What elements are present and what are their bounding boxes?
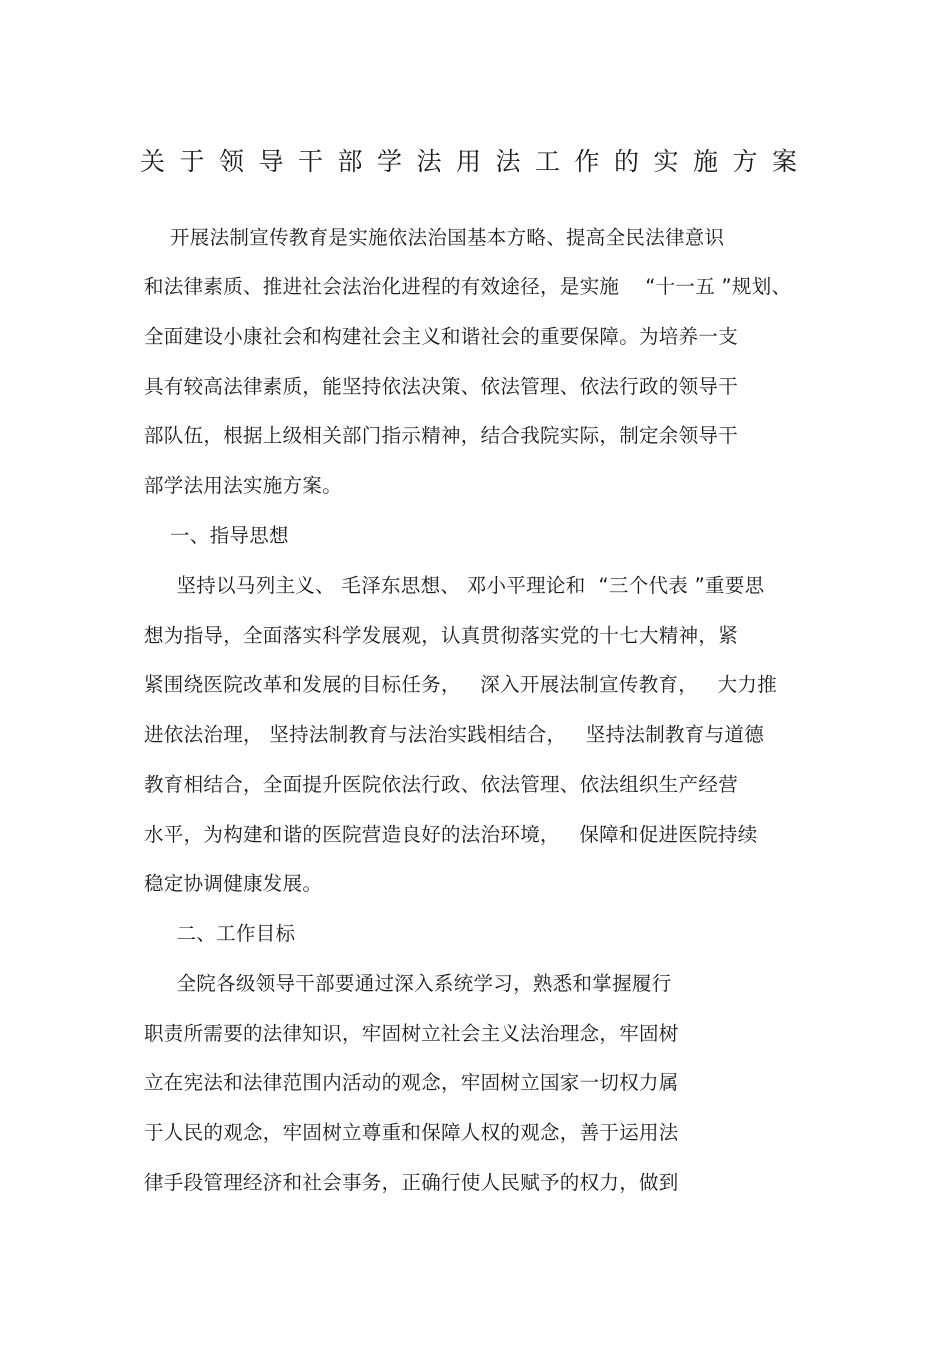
- body-line: 教育相结合，全面提升医院依法行政、依法管理、依法组织生产经营: [144, 773, 739, 796]
- body-line: 于人民的观念，牢固树立尊重和保障人权的观念，善于运用法: [144, 1121, 679, 1144]
- body-line: 稳定协调健康发展。: [144, 872, 323, 895]
- document-title: 关于领导干部学法用法工作的实施方案: [140, 147, 812, 176]
- section-heading: 二、工作目标: [144, 922, 296, 945]
- body-line: 紧围绕医院改革和发展的目标任务， 深入开展法制宣传教育， 大力推: [144, 673, 777, 696]
- body-line: 进依法治理， 坚持法制教育与法治实践相结合， 坚持法制教育与道德: [144, 723, 764, 746]
- body-line: 具有较高法律素质，能坚持依法决策、依法管理、依法行政的领导干: [144, 375, 739, 398]
- body-line: 立在宪法和法律范围内活动的观念，牢固树立国家一切权力属: [144, 1071, 679, 1094]
- section-heading: 一、指导思想: [144, 524, 289, 547]
- body-line: 坚持以马列主义、 毛泽东思想、 邓小平理论和 “三个代表 ”重要思: [144, 574, 765, 597]
- body-line: 职责所需要的法律知识，牢固树立社会主义法治理念，牢固树: [144, 1022, 679, 1045]
- body-line: 全面建设小康社会和构建社会主义和谐社会的重要保障。为培养一支: [144, 325, 739, 348]
- body-line: 和法律素质、推进社会法治化进程的有效途径，是实施 “十一五 ”规划、: [144, 275, 792, 298]
- body-line: 开展法制宣传教育是实施依法治国基本方略、提高全民法律意识: [144, 226, 725, 249]
- body-line: 想为指导，全面落实科学发展观，认真贯彻落实党的十七大精神，紧: [144, 624, 739, 647]
- body-line: 部学法用法实施方案。: [144, 474, 343, 497]
- body-line: 部队伍，根据上级相关部门指示精神，结合我院实际，制定余领导干: [144, 424, 739, 447]
- body-line: 水平，为构建和谐的医院营造良好的法治环境， 保障和促进医院持续: [144, 823, 758, 846]
- body-line: 律手段管理经济和社会事务，正确行使人民赋予的权力，做到: [144, 1171, 679, 1194]
- body-line: 全院各级领导干部要通过深入系统学习，熟悉和掌握履行: [144, 972, 672, 995]
